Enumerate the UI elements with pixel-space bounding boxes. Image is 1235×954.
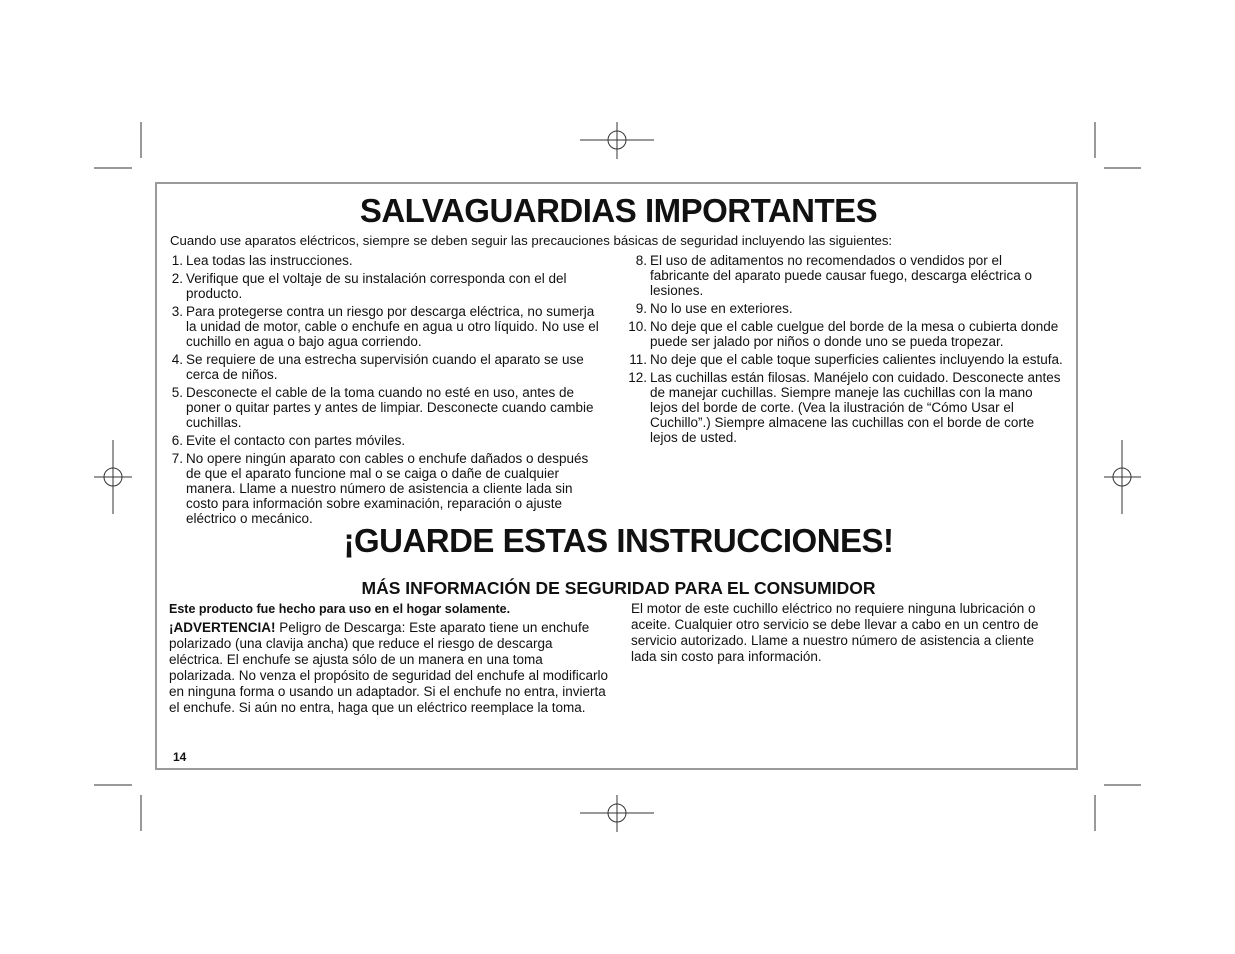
list-item-text: No deje que el cable toque superficies calientes incluyendo la estufa. <box>650 352 1063 367</box>
list-item-number: 9. <box>635 301 647 316</box>
warning-paragraph <box>169 620 609 716</box>
list-item <box>621 370 1063 445</box>
content-frame <box>155 182 1078 770</box>
list-item-number: 5. <box>171 385 183 400</box>
list-item-number: 4. <box>171 352 183 367</box>
list-item-text: Lea todas las instrucciones. <box>186 253 353 268</box>
intro-text: Cuando use aparatos eléctricos, siempre se deben seguir las precauciones básicas de seguridad incluyendo las siguientes: <box>170 233 893 248</box>
safeguards-list-right <box>621 253 1063 448</box>
list-item-number: 12. <box>628 370 647 385</box>
motor-paragraph: El motor de este cuchillo eléctrico no requiere ninguna lubricación o aceite. Cualquier otro servicio se debe llevar a cabo en un centro de servicio autorizado. Llame a nuestro número de asistencia a cliente lada sin costo para información. <box>631 601 1039 664</box>
page-number: 14 <box>173 750 187 764</box>
warning-label: ¡ADVERTENCIA! <box>169 620 276 635</box>
list-item-text: No opere ningún aparato con cables o enchufe dañados o después de que el aparato funcione mal o se caiga o dañe de cualquier manera. Llame a nuestro número de asistencia a cliente lada sin costo para información sobre examinación, reparación o ajuste eléctrico o mecánico. <box>186 451 589 526</box>
household-note: Este producto fue hecho para uso en el hogar solamente. <box>169 602 511 616</box>
list-item-text: Verifique que el voltaje de su instalación corresponda con el del producto. <box>186 271 567 301</box>
list-item-text: Para protegerse contra un riesgo por descarga eléctrica, no sumerja la unidad de motor, cable o enchufe en agua u otro líquido. No use el cuchillo en agua o bajo agua corriendo. <box>186 304 599 349</box>
list-item-number: 11. <box>629 352 647 367</box>
list-item-number: 3. <box>171 304 183 319</box>
list-item <box>157 352 607 382</box>
list-item <box>157 304 607 349</box>
list-item <box>157 433 607 448</box>
list-item <box>157 271 607 301</box>
list-item <box>157 385 607 430</box>
list-item-text: Las cuchillas están filosas. Manéjelo con cuidado. Desconecte antes de manejar cuchillas. Siempre maneje las cuchillas con la mano lejos del borde de corte. (Vea la ilustración de “Cómo Usar el Cuchillo”.) Siempre almacene las cuchillas con el borde de corte lejos de usted. <box>650 370 1061 445</box>
save-instructions-title: ¡GUARDE ESTAS INSTRUCCIONES! <box>343 522 894 559</box>
list-item-number: 2. <box>171 271 183 286</box>
list-item <box>621 352 1063 367</box>
warning-text: Peligro de Descarga: Este aparato tiene un enchufe polarizado (una clavija ancha) que reduce el riesgo de descarga eléctrica. El enchufe se ajusta sólo de un manera en una toma polarizada. No venza el propósito de seguridad del enchufe al modificarlo en ninguna forma o usando un adaptador. Si el enchufe no entra, invierta el enchufe. Si aún no entra, haga que un eléctrico reemplace la toma. <box>169 620 609 715</box>
list-item-number: 6. <box>171 433 183 448</box>
list-item-number: 1. <box>171 253 183 268</box>
safeguards-list-left <box>157 253 607 529</box>
page-title: SALVAGUARDIAS IMPORTANTES <box>359 192 878 229</box>
list-item-text: Evite el contacto con partes móviles. <box>186 433 406 448</box>
consumer-info-title: MÁS INFORMACIÓN DE SEGURIDAD PARA EL CONSUMIDOR <box>361 578 876 598</box>
list-item <box>157 451 607 526</box>
list-item-text: El uso de aditamentos no recomendados o vendidos por el fabricante del aparato puede causar fuego, descarga eléctrica o lesiones. <box>650 253 1033 298</box>
list-item <box>621 253 1063 298</box>
list-item-number: 8. <box>635 253 647 268</box>
list-item-text: No deje que el cable cuelgue del borde de la mesa o cubierta donde puede ser jalado por niños o donde uno se pueda tropezar. <box>650 319 1059 349</box>
list-item-number: 7. <box>171 451 183 466</box>
list-item-text: Se requiere de una estrecha supervisión cuando el aparato se use cerca de niños. <box>186 352 584 382</box>
list-item-number: 10. <box>628 319 647 334</box>
list-item <box>621 301 1063 316</box>
list-item <box>157 253 607 268</box>
list-item <box>621 319 1063 349</box>
list-item-text: Desconecte el cable de la toma cuando no esté en uso, antes de poner o quitar partes y antes de limpiar. Desconecte cuando cambie cuchillas. <box>186 385 594 430</box>
list-item-text: No lo use en exteriores. <box>650 301 793 316</box>
